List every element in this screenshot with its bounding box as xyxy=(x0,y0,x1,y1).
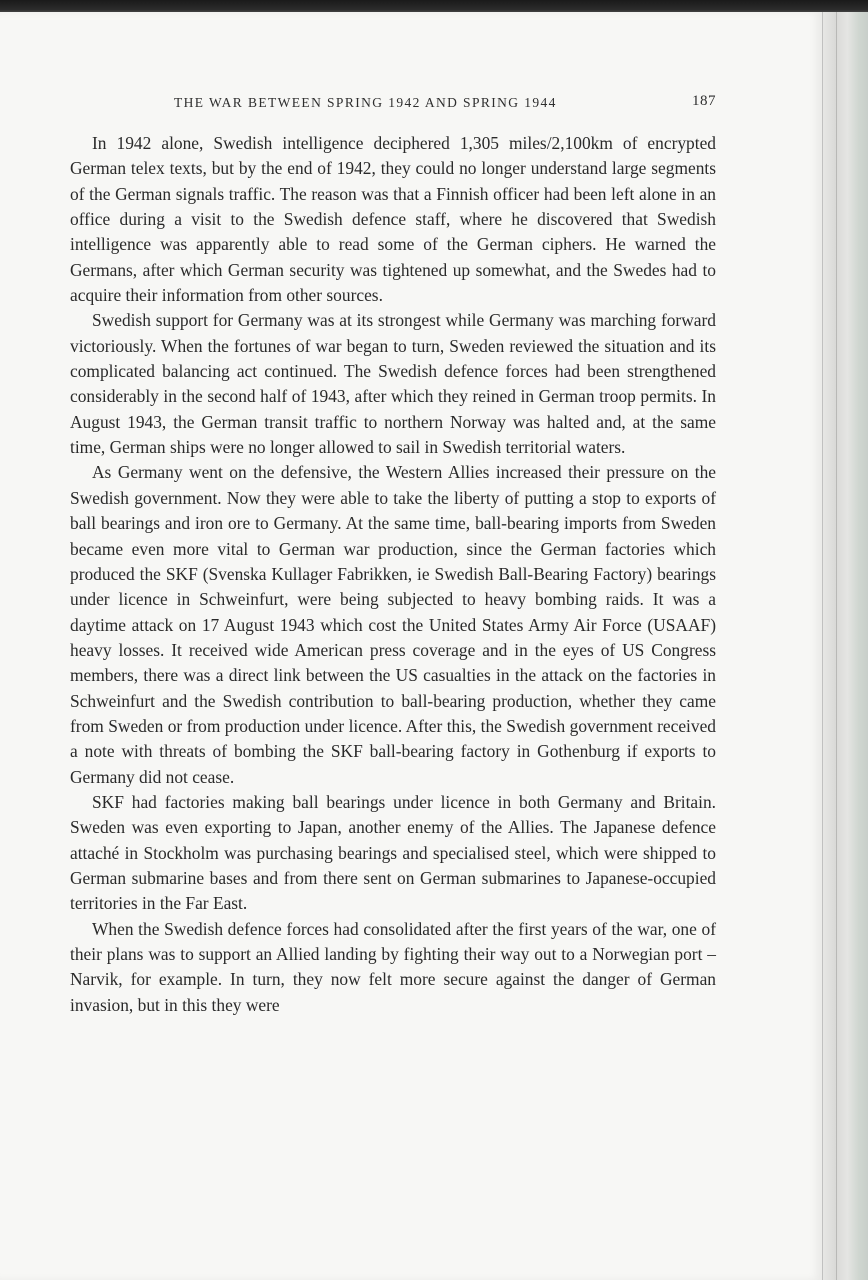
body-text xyxy=(70,131,716,1018)
running-head-title: THE WAR BETWEEN SPRING 1942 AND SPRING 1944 xyxy=(174,95,557,110)
paragraph: SKF had factories making ball bearings under licence in both Germany and Britain. Sweden was even exporting to Japan, another enemy of the Allies. The Japanese defence attaché in Stockholm was purchasing bearings and specialised steel, which were shipped to German submarine bases and from there sent on German submarines to Japanese-occupied territories in the Far East. xyxy=(70,791,716,914)
page-edge-line xyxy=(822,12,823,1280)
page-number: 187 xyxy=(692,93,716,109)
page-edge-line xyxy=(836,12,837,1280)
page-stack-edge xyxy=(822,12,868,1280)
paragraph: Swedish support for Germany was at its strongest while Germany was marching forward victoriously. When the fortunes of war began to turn, Sweden reviewed the situation and its complicated balancing act continued. The Swedish defence forces had been strengthened considerably in the second half of 1943, after which they reined in German troop permits. In August 1943, the German transit traffic to northern Norway was halted and, at the same time, German ships were no longer allowed to sail in Swedish territorial waters. xyxy=(70,310,716,458)
paragraph: In 1942 alone, Swedish intelligence deciphered 1,305 miles/2,100km of encrypted German telex texts, but by the end of 1942, they could no longer understand large segments of the German signals traffic. The reason was that a Finnish officer had been left alone in an office during a visit to the Swedish defence staff, where he discovered that Swedish intelligence was apparently able to read some of the German ciphers. He warned the Germans, after which German security was tightened up somewhat, and the Swedes had to acquire their information from other sources. xyxy=(70,133,716,306)
running-header xyxy=(174,93,716,115)
paragraph: As Germany went on the defensive, the Western Allies increased their pressure on the Swedish government. Now they were able to take the liberty of putting a stop to exports of ball bearings and iron ore to Germany. At the same time, ball-bearing imports from Sweden became even more vital to German war production, since the German factories which produced the SKF (Svenska Kullager Fabrikken, ie Swedish Ball-Bearing Factory) bearings under licence in Schweinfurt, were being subjected to heavy bombing raids. It was a daytime attack on 17 August 1943 which cost the United States Army Air Force (USAAF) heavy losses. It received wide American press coverage and in the eyes of US Congress members, there was a direct link between the US casualties in the attack on the factories in Schweinfurt and the Swedish contribution to ball-bearing production, whether they came from Sweden or from production under licence. After this, the Swedish government received a note with threats of bombing the SKF ball-bearing factory in Gothenburg if exports to Germany did not cease. xyxy=(70,462,716,787)
paragraph: When the Swedish defence forces had consolidated after the first years of the war, one of their plans was to support an Allied landing by fighting their way out to a Norwegian port – Narvik, for example. In turn, they now felt more secure against the danger of German invasion, but in this they were xyxy=(70,918,716,1015)
